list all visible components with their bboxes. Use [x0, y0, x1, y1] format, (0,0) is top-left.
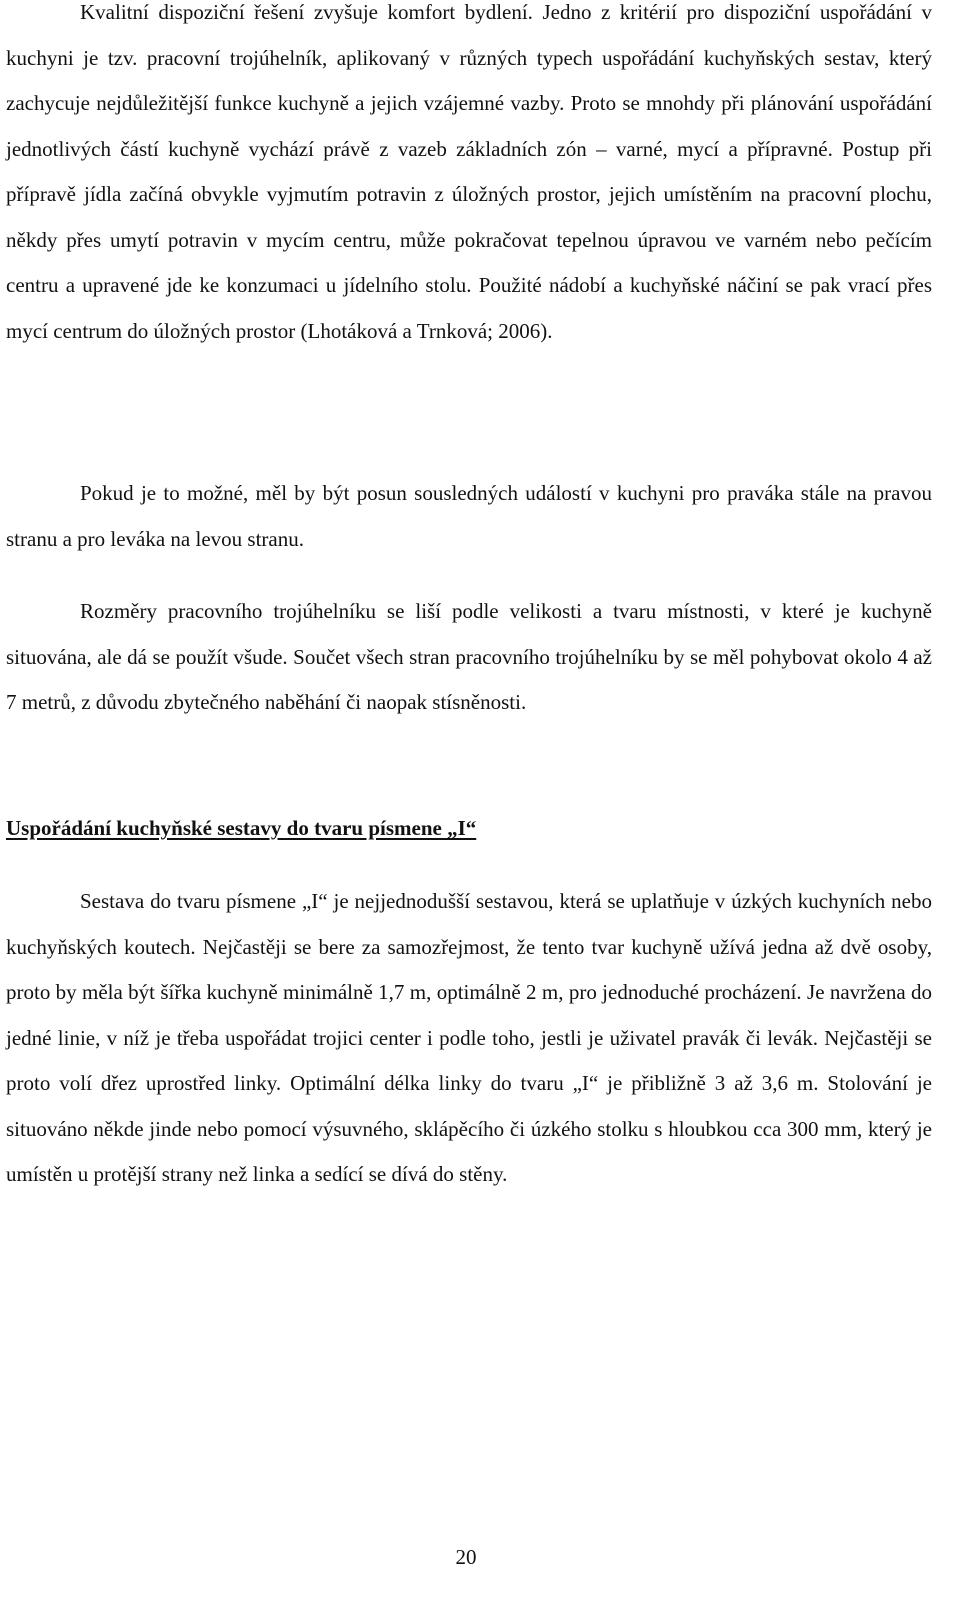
paragraph-work-triangle: Kvalitní dispoziční řešení zvyšuje komfort bydlení. Jedno z kritérií pro dispoziční uspořádání v kuchyni je tzv. pracovní trojúhelník, aplikovaný v různých typech uspořádání kuchyňských sestav, který zachycuje nejdůležitější funkce kuchyně a jejich vzájemné vazby. Proto se mnohdy při plánování uspořádání jednotlivých částí kuchyně vychází právě z vazeb základních zón – varné, mycí a přípravné. Postup při přípravě jídla začíná obvykle vyjmutím potravin z úložných prostor, jejich umístěním na pracovní plochu, někdy přes umytí potravin v mycím centru, může pokračovat tepelnou úpravou ve varném nebo pečícím centru a upravené jde ke konzumaci u jídelního stolu. Použité nádobí a kuchyňské náčiní se pak vrací přes mycí centrum do úložných prostor (Lhotáková a Trnková; 2006).: [6, 0, 932, 343]
section-heading: Uspořádání kuchyňské sestavy do tvaru písmene „I“: [6, 816, 477, 840]
paragraph-right-left-handed: Pokud je to možné, měl by být posun sousledných událostí v kuchyni pro praváka stále na pravou stranu a pro leváka na levou stranu.: [6, 481, 932, 551]
paragraph-triangle-dimensions: Rozměry pracovního trojúhelníku se liší podle velikosti a tvaru místnosti, v které je kuchyně situována, ale dá se použít všude. Součet všech stran pracovního trojúhelníku by se měl pohybovat okolo 4 až 7 metrů, z důvodu zbytečného naběhání či naopak stísněnosti.: [6, 599, 932, 714]
page-number: 20: [455, 1545, 477, 1569]
paragraph-i-shaped-kitchen: Sestava do tvaru písmene „I“ je nejjednodušší sestavou, která se uplatňuje v úzkých kuchyních nebo kuchyňských koutech. Nejčastěji se bere za samozřejmost, že tento tvar kuchyně užívá jedna až dvě osoby, proto by měla být šířka kuchyně minimálně 1,7 m, optimálně 2 m, pro jednoduché procházení. Je navržena do jedné linie, v níž je třeba uspořádat trojici center i podle toho, jestli je uživatel pravák či levák. Nejčastěji se proto volí dřez uprostřed linky. Optimální délka linky do tvaru „I“ je přibližně 3 až 3,6 m. Stolování je situováno někde jinde nebo pomocí výsuvného, sklápěcího či úzkého stolku s hloubkou cca 300 mm, který je umístěn u protější strany než linka a sedící se dívá do stěny.: [6, 889, 932, 1186]
